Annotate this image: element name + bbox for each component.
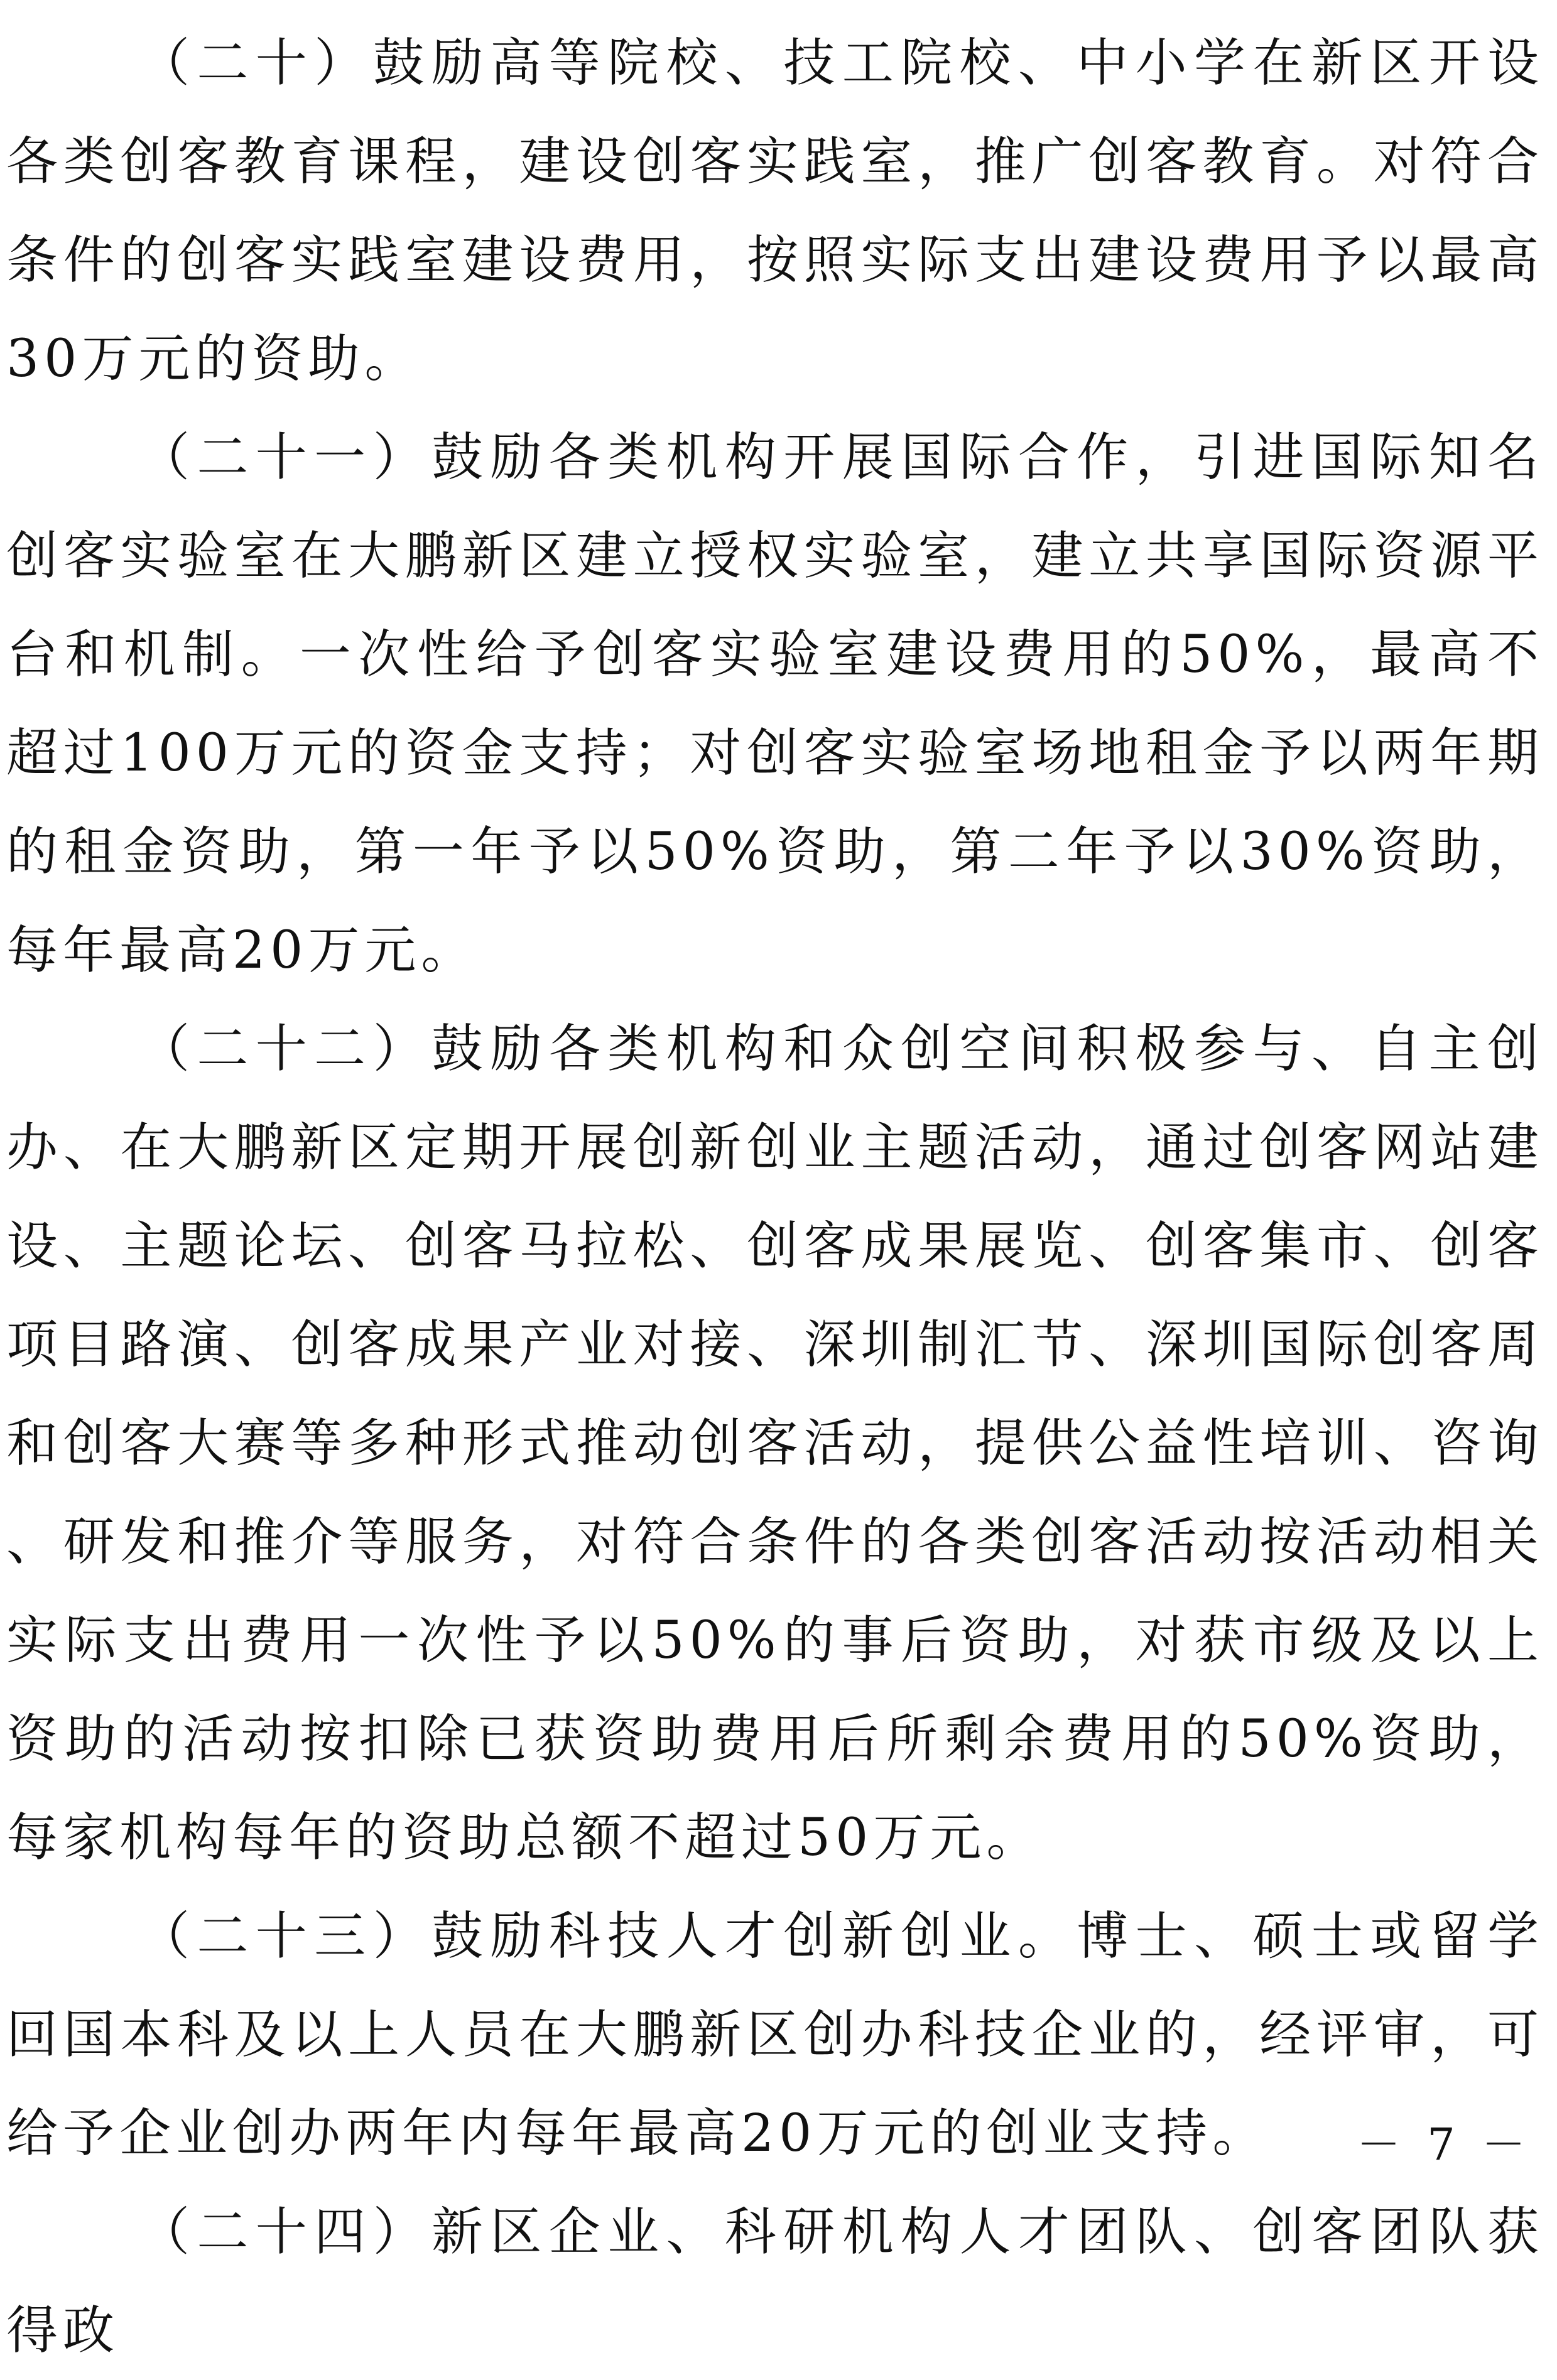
- paragraph-21: （二十一）鼓励各类机构开展国际合作，引进国际知名创客实验室在大鹏新区建立授权实验室，建立共享国际资源平台和机制。一次性给予创客实验室建设费用的50%，最高不超过100万元的资金支持；对创客实验室场地租金予以两年期的租金资助，第一年予以50%资助，第二年予以30%资助，每年最高20万元。: [6, 428, 1544, 980]
- page-number: － 7 －: [1356, 2119, 1532, 2170]
- paragraph-22: （二十二）鼓励各类机构和众创空间积极参与、自主创办、在大鹏新区定期开展创新创业主题活动，通过创客网站建设、主题论坛、创客马拉松、创客成果展览、创客集市、创客项目路演、创客成果产业对接、深圳制汇节、深圳国际创客周和创客大赛等多种形式推动创客活动，提供公益性培训、咨询、研发和推介等服务，对符合条件的各类创客活动按活动相关实际支出费用一次性予以50%的事后资助，对获市级及以上资助的活动按扣除已获资助费用后所剩余费用的50%资助，每家机构每年的资助总额不超过50万元。: [6, 1019, 1544, 1868]
- document-body: [6, 14, 1544, 2380]
- paragraph-24: （二十四）新区企业、科研机构人才团队、创客团队获得政: [6, 2202, 1544, 2361]
- paragraph-23: （二十三）鼓励科技人才创新创业。博士、硕士或留学回国本科及以上人员在大鹏新区创办科技企业的，经评审，可给予企业创办两年内每年最高20万元的创业支持。: [6, 1907, 1544, 2163]
- paragraph-20: （二十）鼓励高等院校、技工院校、中小学在新区开设各类创客教育课程，建设创客实践室，推广创客教育。对符合条件的创客实践室建设费用，按照实际支出建设费用予以最高30万元的资助。: [6, 33, 1544, 389]
